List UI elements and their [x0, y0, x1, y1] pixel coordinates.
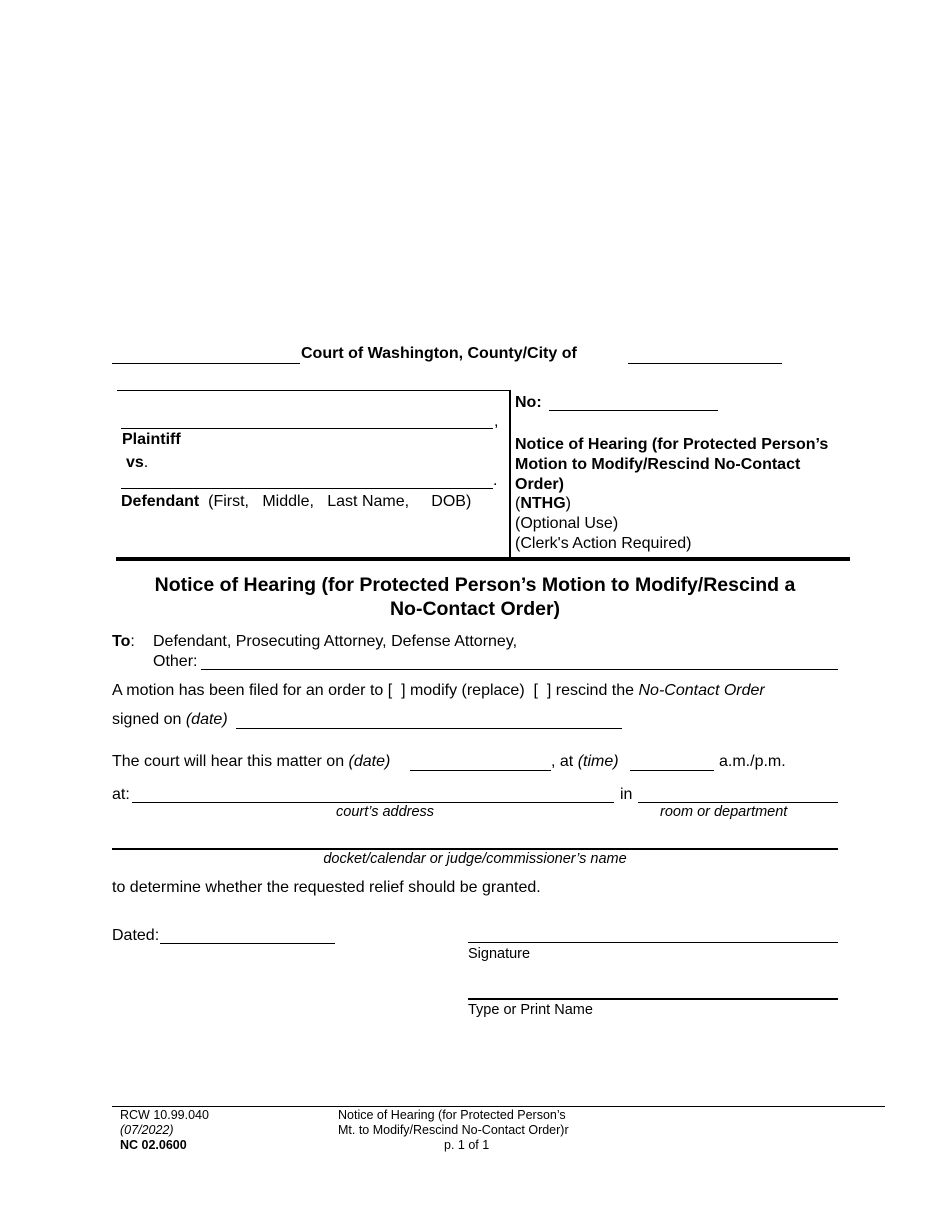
caption-divider — [509, 390, 511, 558]
room-line[interactable] — [638, 802, 838, 803]
main-title — [100, 573, 850, 621]
signature-line[interactable] — [468, 942, 838, 943]
plaintiff-comma: , — [494, 413, 499, 430]
optional-use: (Optional Use) — [515, 515, 619, 532]
hearing-time-line[interactable] — [630, 770, 714, 771]
footer-form-number: NC 02.0600 — [120, 1138, 187, 1152]
code-close: ) — [565, 495, 571, 512]
city-blank-line[interactable] — [628, 363, 782, 364]
dated-line[interactable] — [160, 943, 335, 944]
caption-bottom-rule — [116, 557, 850, 561]
to-colon: : — [130, 633, 135, 650]
clerk-action: (Clerk's Action Required) — [515, 535, 692, 552]
defendant-period: . — [493, 472, 498, 489]
footer-left — [120, 1108, 209, 1153]
caption-form-title: Notice of Hearing (for Protected Person’s Motion to Modify/Rescind No-Contact Order) — [515, 436, 829, 493]
signed-on-text: signed on — [112, 711, 186, 728]
code-open: ( — [515, 495, 521, 512]
caption-top-rule — [117, 390, 510, 391]
defendant-name-line[interactable] — [121, 488, 493, 489]
footer-center-line2: Mt. to Modify/Rescind No-Contact Order)r — [338, 1123, 569, 1137]
other-label: Other: — [153, 653, 198, 670]
signed-date-line[interactable] — [236, 728, 622, 729]
to-recipients: Defendant, Prosecuting Attorney, Defense Attorney, — [153, 633, 518, 650]
court-address-line[interactable] — [132, 802, 614, 803]
case-no-label: No: — [515, 394, 542, 411]
defendant-label: Defendant — [121, 493, 200, 510]
hear-row — [112, 753, 390, 771]
vs-label — [126, 454, 148, 472]
vs-period: . — [143, 454, 149, 471]
footer-center — [338, 1108, 569, 1153]
time-hint: (time) — [577, 753, 619, 770]
motion-text-a: A motion has been filed for an order to [ ] modify (replace) [ ] rescind the — [112, 682, 639, 699]
court-title: Court of Washington, County/City of — [301, 345, 577, 362]
signature-caption: Signature — [468, 946, 531, 962]
time-row — [551, 753, 619, 771]
at-label: at: — [112, 786, 130, 803]
docket-line[interactable] — [112, 848, 838, 850]
footer-rcw: RCW 10.99.040 — [120, 1108, 209, 1122]
footer-center-line1: Notice of Hearing (for Protected Person’s — [338, 1108, 566, 1122]
signed-date-hint: (date) — [185, 711, 228, 728]
main-title-line2: No-Contact Order) — [389, 598, 561, 620]
form-code — [515, 495, 571, 513]
footer-revision: (07/2022) — [120, 1123, 174, 1137]
print-name-line[interactable] — [468, 998, 838, 1000]
dated-label: Dated: — [112, 927, 160, 944]
print-name-caption: Type or Print Name — [468, 1002, 593, 1018]
hearing-date-line[interactable] — [410, 770, 551, 771]
hear-text: The court will hear this matter on — [112, 753, 349, 770]
form-code-text: NTHG — [520, 495, 566, 512]
vs-text: vs — [126, 454, 144, 471]
to-label — [112, 633, 135, 651]
room-dept-caption: room or department — [660, 804, 788, 820]
at-time-text: , at — [551, 753, 578, 770]
footer-rule — [112, 1106, 885, 1107]
motion-text — [112, 682, 765, 700]
ampm-label: a.m./p.m. — [719, 753, 786, 770]
motion-text-b: No-Contact Order — [638, 682, 765, 699]
main-title-line1: Notice of Hearing (for Protected Person’s Motion to Modify/Rescind a — [154, 574, 796, 596]
hear-date-hint: (date) — [348, 753, 391, 770]
other-line[interactable] — [201, 669, 838, 670]
case-no-line[interactable] — [549, 410, 718, 411]
to-text: To — [112, 633, 131, 650]
in-label: in — [620, 786, 633, 803]
plaintiff-name-line[interactable] — [121, 428, 493, 429]
signed-on-row — [112, 711, 228, 729]
county-blank-line[interactable] — [112, 363, 300, 364]
defendant-hint: (First, Middle, Last Name, DOB) — [208, 493, 472, 510]
footer-page: p. 1 of 1 — [444, 1138, 490, 1152]
docket-caption: docket/calendar or judge/commissioner’s name — [323, 851, 627, 867]
courts-address-caption: court’s address — [336, 804, 435, 820]
plaintiff-label: Plaintiff — [122, 431, 181, 448]
defendant-row — [121, 493, 471, 511]
determine-text: to determine whether the requested relief should be granted. — [112, 879, 541, 896]
